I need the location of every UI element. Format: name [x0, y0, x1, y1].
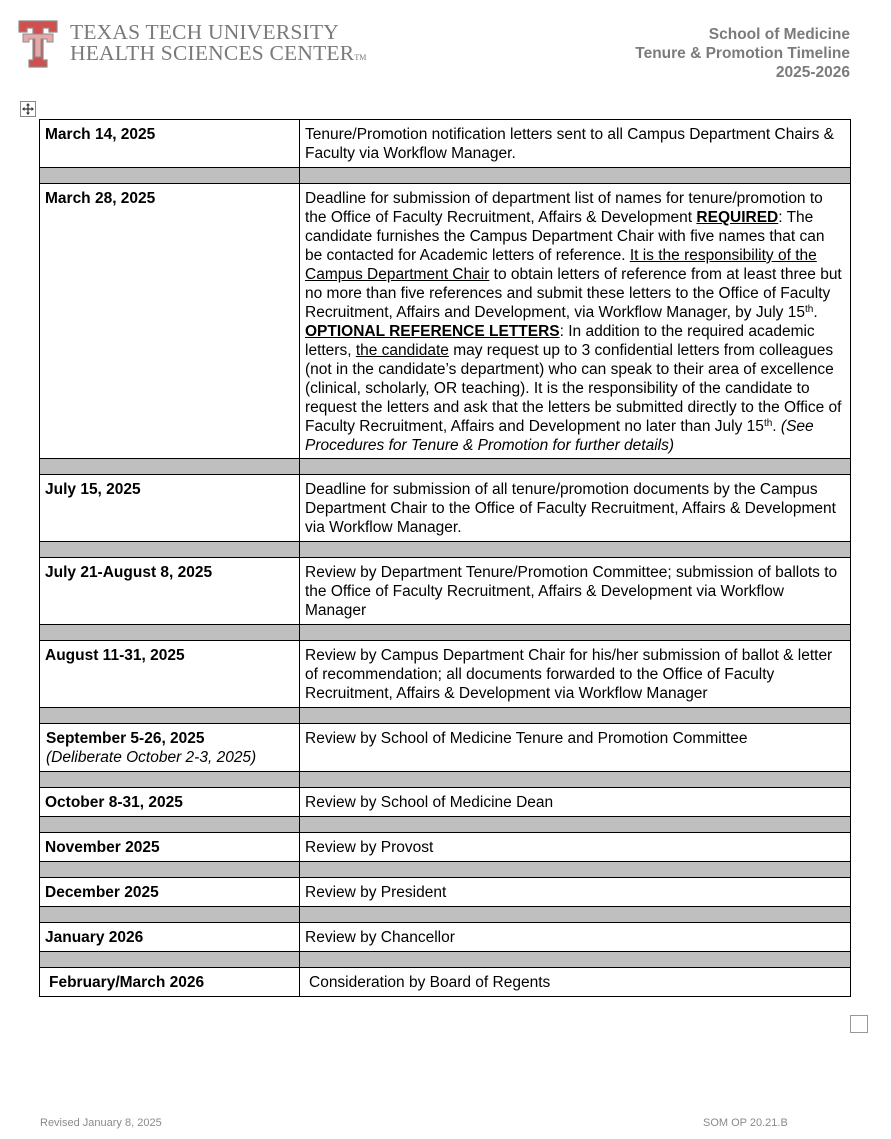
- spacer-row: [40, 168, 851, 184]
- required-label: REQUIRED: [696, 209, 779, 226]
- date-note: (Deliberate October 2-3, 2025): [46, 749, 257, 766]
- description-cell: Review by School of Medicine Dean: [300, 788, 851, 817]
- trademark: TM: [354, 53, 367, 62]
- table-row: [40, 641, 851, 708]
- description-cell: Tenure/Promotion notification letters sent to all Campus Department Chairs & Faculty via Workflow Manager.: [300, 120, 851, 168]
- title-line-3: 2025-2026: [775, 64, 850, 81]
- table-row: [40, 120, 851, 168]
- date-cell: July 15, 2025: [40, 475, 300, 542]
- institution-name: [70, 22, 366, 68]
- spacer-row: [40, 625, 851, 641]
- date-cell: January 2026: [40, 923, 300, 952]
- document-code: SOM OP 20.21.B: [703, 1117, 788, 1129]
- date-cell: March 14, 2025: [40, 120, 300, 168]
- description-cell: Consideration by Board of Regents: [300, 968, 851, 997]
- date-cell: November 2025: [40, 833, 300, 862]
- description-cell: Review by School of Medicine Tenure and Promotion Committee: [300, 724, 851, 772]
- date-cell: August 11-31, 2025: [40, 641, 300, 708]
- table-row: [40, 788, 851, 817]
- institution-line-1: TEXAS TECH UNIVERSITY: [70, 20, 339, 44]
- institution-line-2: HEALTH SCIENCES CENTER: [70, 41, 355, 65]
- title-line-2: Tenure & Promotion Timeline: [635, 45, 850, 62]
- optional-label: OPTIONAL REFERENCE LETTERS: [305, 323, 560, 340]
- date-cell: February/March 2026: [40, 968, 300, 997]
- table-row: [40, 184, 851, 459]
- spacer-row: [40, 862, 851, 878]
- timeline-table: [39, 119, 851, 997]
- table-row: [40, 475, 851, 542]
- description-cell: Review by President: [300, 878, 851, 907]
- table-resize-handle-icon[interactable]: [850, 1015, 868, 1033]
- table-row: [40, 878, 851, 907]
- date-cell: July 21-August 8, 2025: [40, 558, 300, 625]
- description-cell: Review by Campus Department Chair for his/her submission of ballot & letter of recommendation; all documents forwarded to the Office of Faculty Recruitment, Affairs & Development via Workflow Manager: [300, 641, 851, 708]
- double-t-logo-icon: [18, 20, 58, 68]
- description-cell: Review by Department Tenure/Promotion Committee; submission of ballots to the Office of Faculty Recruitment, Affairs & Development via Workflow Manager: [300, 558, 851, 625]
- spacer-row: [40, 459, 851, 475]
- procedures-reference: (See Procedures for Tenure & Promotion for further details): [305, 418, 814, 454]
- date-cell: September 5-26, 2025 (Deliberate October 2-3, 2025): [40, 724, 300, 772]
- spacer-row: [40, 907, 851, 923]
- description-cell: Review by Chancellor: [300, 923, 851, 952]
- spacer-row: [40, 952, 851, 968]
- table-move-handle-icon[interactable]: [20, 101, 36, 117]
- spacer-row: [40, 542, 851, 558]
- revision-date: Revised January 8, 2025: [40, 1117, 162, 1129]
- date-cell: December 2025: [40, 878, 300, 907]
- spacer-row: [40, 772, 851, 788]
- spacer-row: [40, 817, 851, 833]
- table-row: [40, 558, 851, 625]
- document-title: [635, 25, 850, 82]
- table-row: [40, 923, 851, 952]
- table-row: [40, 833, 851, 862]
- date-cell: October 8-31, 2025: [40, 788, 300, 817]
- date-cell: March 28, 2025: [40, 184, 300, 459]
- description-cell: Review by Provost: [300, 833, 851, 862]
- description-cell: Deadline for submission of department list of names for tenure/promotion to the Office of Faculty Recruitment, Affairs & Development REQUIRED: The candidate furnishes the Campus Department Chair with five names that can be contacted for Academic letters of reference. It is the responsibility of the Campus Department Chair to obtain letters of reference from at least three but no more than five references and submit these letters to the Office of Faculty Recruitment, Affairs and Development, via Workflow Manager, by July 15th. OPTIONAL REFERENCE LETTERS: In addition to the required academic letters, the candidate may request up to 3 confidential letters from colleagues (not in the candidate’s department) who can speak to their area of excellence (clinical, scholarly, OR teaching). It is the responsibility of the candidate to request the letters and ask that the letters be submitted directly to the Office of Faculty Recruitment, Affairs and Development no later than July 15th. (See Procedures for Tenure & Promotion for further details): [300, 184, 851, 459]
- title-line-1: School of Medicine: [708, 26, 850, 43]
- spacer-row: [40, 708, 851, 724]
- description-cell: Deadline for submission of all tenure/promotion documents by the Campus Department Chair to the Office of Faculty Recruitment, Affairs & Development via Workflow Manager.: [300, 475, 851, 542]
- table-row: [40, 968, 851, 997]
- table-row: [40, 724, 851, 772]
